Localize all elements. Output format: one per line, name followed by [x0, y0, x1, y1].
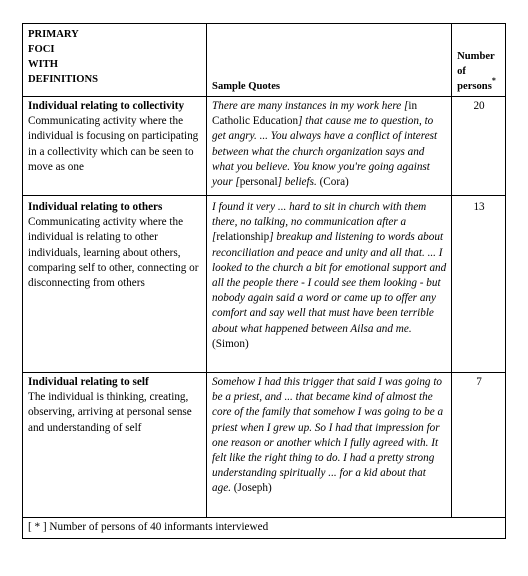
quote-text-run: relationship [216, 231, 270, 244]
focus-cell [23, 196, 207, 373]
quote-text-run: (Simon) [212, 337, 249, 350]
number-header-line: Number [457, 51, 495, 62]
foci-header-line: FOCI [28, 44, 55, 55]
table-row [23, 196, 506, 373]
person-count: 7 [452, 373, 506, 518]
quote-cell [207, 97, 452, 196]
foci-header [23, 24, 207, 97]
person-count: 20 [452, 97, 506, 196]
focus-definition: Communicating activity where the individual is focusing on participating in a collectivity which can be seen to move as one [28, 115, 199, 173]
quote-text-run: There are many instances in my work here [ [212, 100, 409, 112]
asterisk-marker: * [491, 76, 496, 85]
quote-text-run: ] beliefs. [277, 176, 317, 189]
quote-text-run: ] breakup and listening to words about reconciliation and peace and unity and all that. ... I looked to the church a bit for emotional support and all the people there - I could see them looking - but nobody again said a word or came up to offer any comfort and say well that must have been terrible about what happened between Ailsa and me. [212, 231, 447, 335]
quote-text-run: ] that cause me to question, to get angry. ... You always have a conflict of interest between what the church organization says and what you believe. You know you're going against your [ [212, 115, 438, 189]
footnote-row [23, 518, 506, 539]
foci-header-line: PRIMARY [28, 29, 79, 40]
quote-text-run: in Catholic Education [212, 100, 418, 128]
quote-cell [207, 373, 452, 518]
header-row [23, 24, 506, 97]
quotes-header [207, 24, 452, 97]
foci-header-line: DEFINITIONS [28, 74, 99, 85]
quote-text-run: (Joseph) [231, 482, 272, 495]
focus-title: Individual relating to others [28, 201, 163, 213]
number-header-line: of [457, 66, 466, 77]
focus-title: Individual relating to self [28, 376, 149, 388]
table-row [23, 97, 506, 196]
quote-text-run: I found it very ... hard to sit in church with them there, no talking, no communication after a [ [212, 201, 427, 244]
table-row [23, 373, 506, 518]
focus-definition: The individual is thinking, creating, observing, arriving at personal sense and understanding of self [28, 391, 192, 434]
number-header-line: persons [457, 81, 492, 92]
focus-definition: Communicating activity where the individual is relating to other individuals, learning about others, comparing self to other, connecting or disconnecting from others [28, 216, 199, 290]
document-body [22, 23, 506, 539]
quote-text-run: Somehow I had this trigger that said I was going to be a priest, and ... that became kind of almost the core of the family that somehow I was going to be a priest when I grew up. So I had that impression for one reason or another which I fully agreed with. It felt like the right thing to do. I had a pretty strong understanding spiritually ... for a kid about that age. [212, 376, 444, 495]
number-header [452, 24, 506, 97]
quote-cell [207, 196, 452, 373]
foci-header-line: WITH [28, 59, 59, 70]
focus-title: Individual relating to collectivity [28, 100, 185, 112]
quotes-header-label: Sample Quotes [212, 80, 281, 92]
quote-text-run: personal [239, 176, 278, 189]
person-count: 13 [452, 196, 506, 373]
quote-text-run: (Cora) [316, 176, 349, 189]
focus-cell [23, 373, 207, 518]
focus-cell [23, 97, 207, 196]
footnote: [ * ] Number of persons of 40 informants interviewed [23, 518, 506, 539]
foci-table [22, 23, 506, 539]
